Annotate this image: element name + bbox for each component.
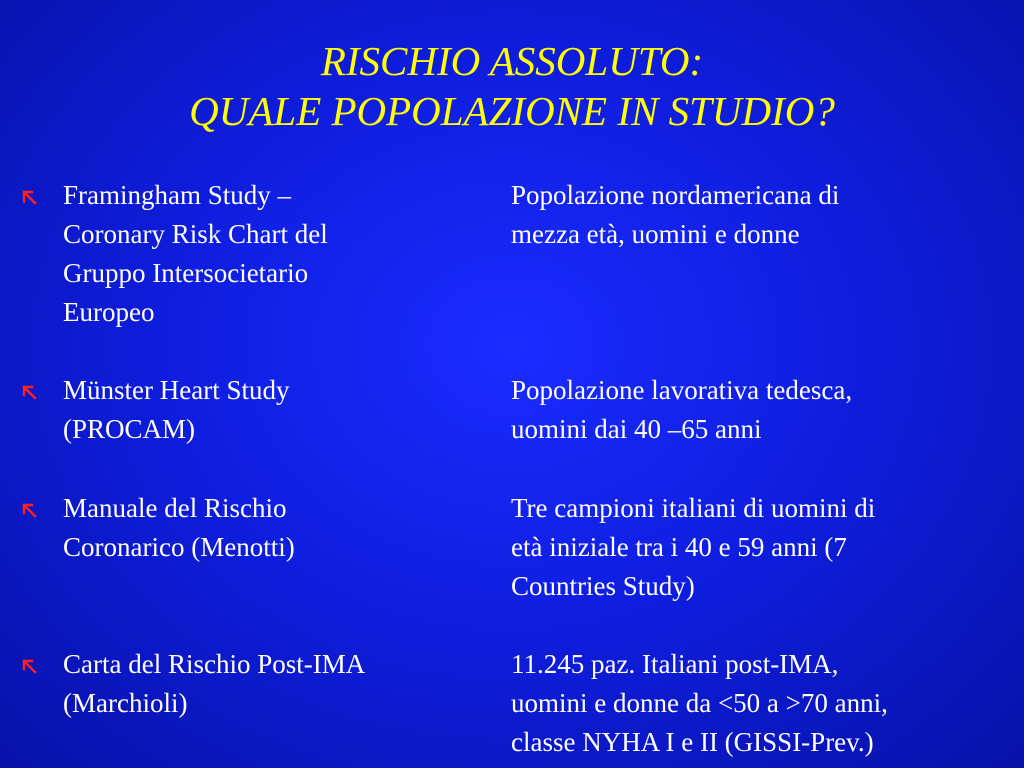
population-line: Tre campioni italiani di uomini di [511,493,876,523]
population-line: uomini dai 40 –65 anni [511,414,762,444]
population-description [511,489,1016,606]
population-line: mezza età, uomini e donne [511,219,800,249]
population-line: età iniziale tra i 40 e 59 anni (7 [511,532,847,562]
study-line: Münster Heart Study [63,375,290,405]
population-line: uomini e donne da <50 a >70 anni, [511,688,888,718]
study-line: Coronarico (Menotti) [63,532,295,562]
arrow-up-left-icon [20,373,38,407]
population-line: Popolazione lavorativa tedesca, [511,375,853,405]
study-line: Manuale del Rischio [63,493,287,523]
study-line: Framingham Study – [63,180,291,210]
arrow-up-left-icon [20,178,38,212]
study-name [63,371,483,449]
population-line: 11.245 paz. Italiani post-IMA, [511,649,839,679]
population-description [511,645,1016,762]
study-line: Gruppo Intersocietario [63,258,309,288]
population-line: classe NYHA I e II (GISSI-Prev.) [511,727,874,757]
title-line-2: QUALE POPOLAZIONE IN STUDIO? [189,88,835,134]
arrow-up-left-icon [20,491,38,525]
arrow-up-left-icon [20,647,38,681]
study-line: Carta del Rischio Post-IMA [63,649,366,679]
study-name [63,645,483,723]
population-line: Countries Study) [511,571,695,601]
population-description [511,371,1016,449]
slide-title [0,36,1024,136]
study-line: (PROCAM) [63,414,196,444]
title-line-1: RISCHIO ASSOLUTO: [320,38,704,84]
study-line: Europeo [63,297,155,327]
population-description [511,176,1016,254]
study-line: Coronary Risk Chart del [63,219,328,249]
study-name [63,176,483,332]
population-line: Popolazione nordamericana di [511,180,840,210]
study-line: (Marchioli) [63,688,188,718]
study-name [63,489,483,567]
